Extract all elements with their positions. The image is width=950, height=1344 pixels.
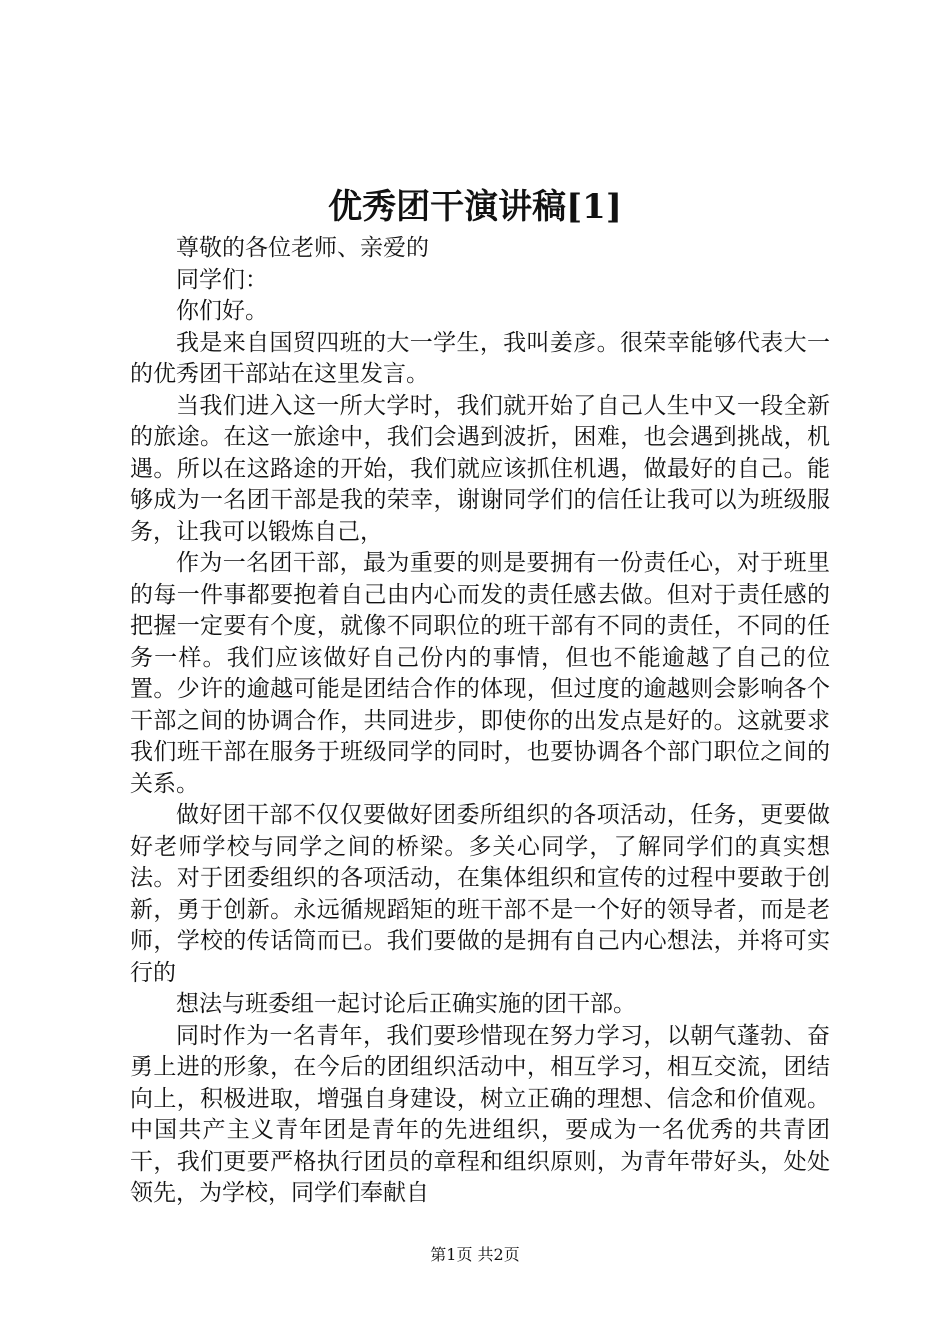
paragraph-greeting-3: 你们好。 <box>176 298 268 324</box>
page-footer: 第1页 共2页 <box>430 1245 520 1264</box>
document-title: 优秀团干演讲稿[1] <box>328 187 622 227</box>
paragraph-continuation: 想法与班委组一起讨论后正确实施的团干部。 <box>176 991 636 1017</box>
paragraph-responsibility: 作为一名团干部，最为重要的则是要拥有一份责任心，对于班里的每一件事都要抱着自己由内心而发的责任感去做。但对于责任感的把握一定要有个度，就像不同职位的班干部有不同的责任，不同的任务一样。我们应该做好自己份内的事情，但也不能逾越了自己的位置。少许的逾越可能是团结合作的体现，但过度的逾越则会影响各个干部之间的协调合作，共同进步，即使你的出发点是好的。这就要求我们班干部在服务于班级同学的同时，也要协调各个部门职位之间的关系。 <box>130 550 830 797</box>
paragraph-journey: 当我们进入这一所大学时，我们就开始了自己人生中又一段全新的旅途。在这一旅途中，我们会遇到波折，困难，也会遇到挑战，机遇。所以在这路途的开始，我们就应该抓住机遇，做最好的自己。能够成为一名团干部是我的荣幸，谢谢同学们的信任让我可以为班级服务，让我可以锻炼自己， <box>130 392 830 545</box>
paragraph-youth: 同时作为一名青年，我们要珍惜现在努力学习，以朝气蓬勃、奋勇上进的形象，在今后的团组织活动中，相互学习，相互交流，团结向上，积极进取，增强自身建设，树立正确的理想、信念和价值观。中国共产主义青年团是青年的先进组织，要成为一名优秀的共青团干，我们更要严格执行团员的章程和组织原则，为青年带好头，处处领先，为学校，同学们奉献自 <box>130 1022 830 1206</box>
paragraph-introduction: 我是来自国贸四班的大一学生，我叫姜彦。很荣幸能够代表大一的优秀团干部站在这里发言。 <box>130 329 830 387</box>
paragraph-greeting-2: 同学们： <box>176 266 268 293</box>
paragraph-bridge: 做好团干部不仅仅要做好团委所组织的各项活动，任务，更要做好老师学校与同学之间的桥梁。多关心同学，了解同学们的真实想法。对于团委组织的各项活动，在集体组织和宣传的过程中要敢于创新，勇于创新。永远循规蹈矩的班干部不是一个好的领导者，而是老师，学校的传话筒而已。我们要做的是拥有自己内心想法，并将可实行的 <box>130 802 830 986</box>
paragraph-greeting-1: 尊敬的各位老师、亲爱的 <box>176 235 429 261</box>
document-body <box>130 233 830 1210</box>
